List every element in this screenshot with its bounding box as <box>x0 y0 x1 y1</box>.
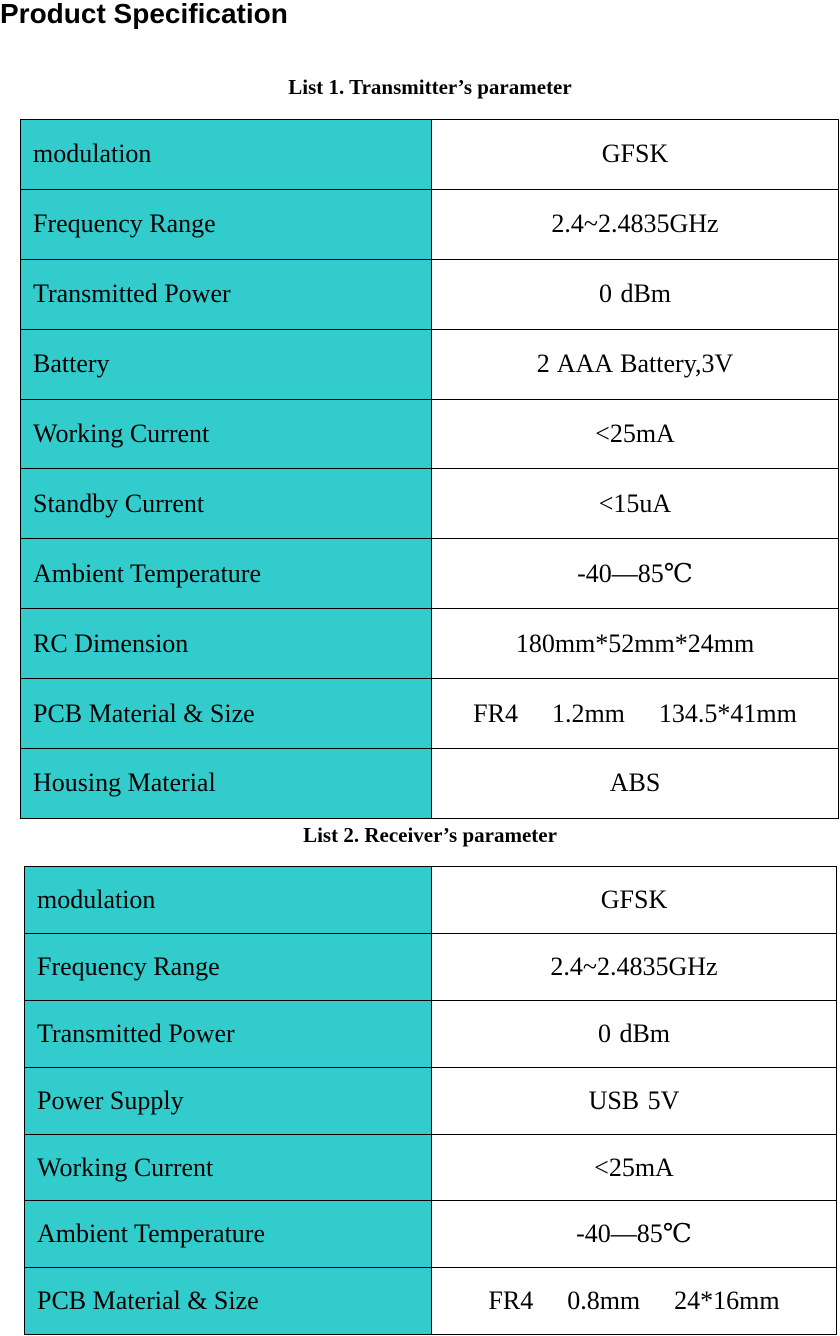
table-row <box>21 120 839 190</box>
parameter-label: modulation <box>25 867 432 934</box>
table-row <box>21 539 839 609</box>
parameter-value: USB 5V <box>432 1067 837 1134</box>
parameter-value: <25mA <box>432 1134 837 1201</box>
table-row <box>25 1134 837 1201</box>
parameter-label: Working Current <box>21 399 432 469</box>
table-row <box>21 329 839 399</box>
parameter-value: 2 AAA Battery,3V <box>432 329 839 399</box>
table-row <box>25 933 837 1000</box>
parameter-label: PCB Material & Size <box>21 679 432 749</box>
parameter-value: 0 dBm <box>432 1000 837 1067</box>
transmitter-table-caption: List 1. Transmitter’s parameter <box>288 75 572 99</box>
parameter-label: Transmitted Power <box>25 1000 432 1067</box>
table-row <box>21 469 839 539</box>
parameter-label: Ambient Temperature <box>21 539 432 609</box>
parameter-label: Frequency Range <box>25 933 432 1000</box>
table-row <box>25 1000 837 1067</box>
parameter-value: FR4 0.8mm 24*16mm <box>432 1268 837 1335</box>
parameter-value: <15uA <box>432 469 839 539</box>
table-row <box>21 679 839 749</box>
parameter-value: <25mA <box>432 399 839 469</box>
parameter-label: Working Current <box>25 1134 432 1201</box>
table-row <box>21 399 839 469</box>
parameter-label: Power Supply <box>25 1067 432 1134</box>
page-title: Product Specification <box>0 0 288 29</box>
table-row <box>25 1067 837 1134</box>
parameter-label: PCB Material & Size <box>25 1268 432 1335</box>
table-row <box>21 749 839 819</box>
parameter-value: ABS <box>432 749 839 819</box>
parameter-label: modulation <box>21 120 432 190</box>
parameter-value: 180mm*52mm*24mm <box>432 609 839 679</box>
table-row <box>21 259 839 329</box>
parameter-label: Battery <box>21 329 432 399</box>
parameter-label: Housing Material <box>21 749 432 819</box>
parameter-value: FR4 1.2mm 134.5*41mm <box>432 679 839 749</box>
receiver-parameter-table <box>24 866 837 1335</box>
parameter-value: -40—85℃ <box>432 1201 837 1268</box>
table-row <box>25 1201 837 1268</box>
parameter-label: Standby Current <box>21 469 432 539</box>
parameter-label: Frequency Range <box>21 189 432 259</box>
table-row <box>21 189 839 259</box>
table-row <box>25 1268 837 1335</box>
parameter-label: RC Dimension <box>21 609 432 679</box>
parameter-label: Ambient Temperature <box>25 1201 432 1268</box>
parameter-label: Transmitted Power <box>21 259 432 329</box>
parameter-value: GFSK <box>432 120 839 190</box>
transmitter-parameter-table <box>20 119 839 819</box>
table-row <box>21 609 839 679</box>
parameter-value: 0 dBm <box>432 259 839 329</box>
parameter-value: 2.4~2.4835GHz <box>432 189 839 259</box>
receiver-table-caption: List 2. Receiver’s parameter <box>303 823 557 847</box>
parameter-value: GFSK <box>432 867 837 934</box>
parameter-value: -40—85℃ <box>432 539 839 609</box>
table-row <box>25 867 837 934</box>
parameter-value: 2.4~2.4835GHz <box>432 933 837 1000</box>
